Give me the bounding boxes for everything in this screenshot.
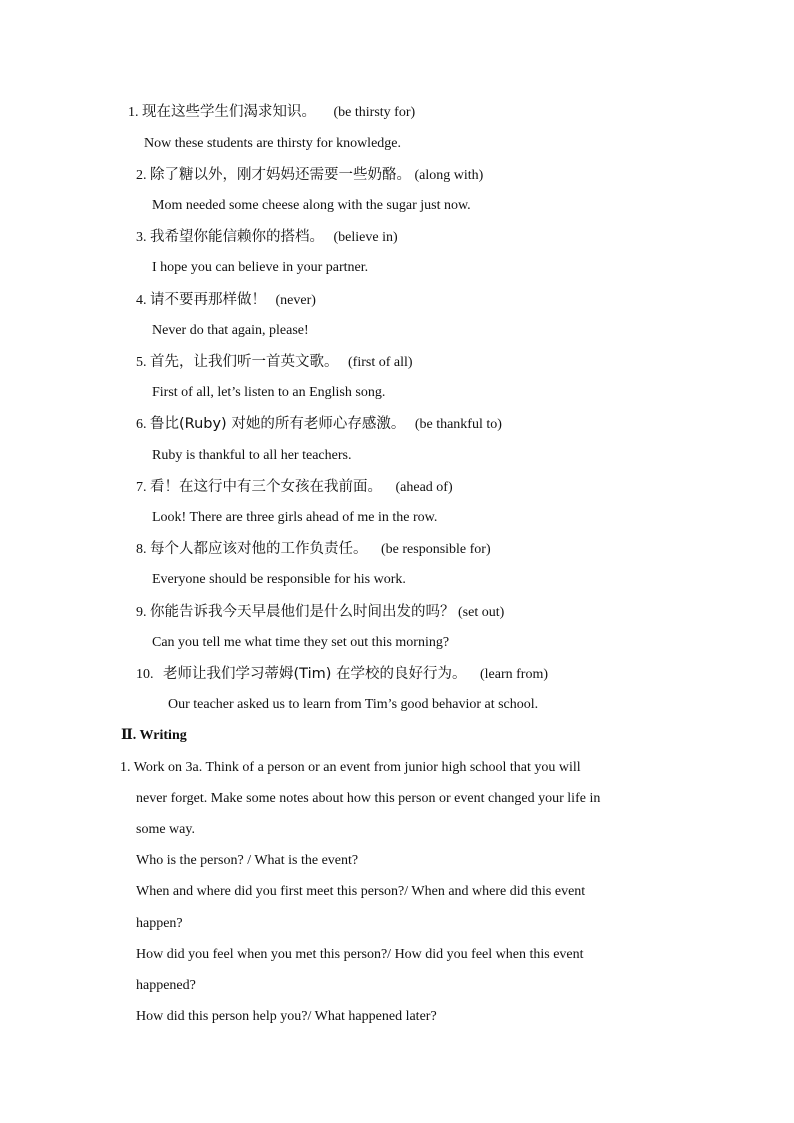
exercise-6-answer: Ruby is thankful to all her teachers. [152,448,352,463]
phrase-hint: (be thankful to) [414,417,502,432]
exercise-9-prompt [136,602,504,623]
phrase-hint: (believe in) [333,230,398,245]
chinese-sentence: 鲁比(Ruby) 对她的所有老师心存感激。 [150,416,406,432]
guiding-question: How did this person help you?/ What happened later? [136,1009,437,1024]
guiding-question: happened? [136,978,196,993]
chinese-sentence: 我希望你能信赖你的搭档。 [150,229,324,245]
phrase-hint: (along with) [414,168,484,183]
phrase-hint: (ahead of) [395,480,453,495]
phrase-hint: (set out) [458,605,505,620]
chinese-sentence: 请不要再那样做！ [150,292,266,308]
phrase-hint: (learn from) [480,667,549,682]
exercise-number: 4. [136,293,147,308]
task-line: 1. Work on 3a. Think of a person or an event from junior high school that you will [120,760,581,775]
exercise-2-prompt [136,165,483,186]
exercise-8-answer: Everyone should be responsible for his work. [152,572,406,587]
exercise-number: 7. [136,480,147,495]
guiding-question: How did you feel when you met this person?/ How did you feel when this event [136,947,584,962]
phrase-hint: (never) [275,293,316,308]
exercise-5-prompt [136,352,413,373]
chinese-sentence: 除了糖以外，刚才妈妈还需要一些奶酪。 [150,167,411,183]
section-heading: Ⅱ. Writing [121,728,187,743]
phrase-hint: (first of all) [348,355,413,370]
exercise-7-answer: Look! There are three girls ahead of me in the row. [152,510,438,525]
exercise-number: 10. [136,667,154,682]
exercise-7-prompt [136,477,453,498]
chinese-sentence: 首先，让我们听一首英文歌。 [150,354,339,370]
chinese-sentence: 老师让我们学习蒂姆(Tim) 在学校的良好行为。 [163,666,467,682]
guiding-question: Who is the person? / What is the event? [136,853,359,868]
exercise-number: 2. [136,168,147,183]
exercise-4-prompt [136,290,316,311]
exercise-9-answer: Can you tell me what time they set out this morning? [152,635,450,650]
phrase-hint: (be thirsty for) [333,105,416,120]
exercise-5-answer: First of all, let’s listen to an English song. [152,385,386,400]
phrase-hint: (be responsible for) [381,542,491,557]
exercise-number: 1. [128,105,139,120]
exercise-number: 8. [136,542,147,557]
exercise-number: 5. [136,355,147,370]
exercise-3-prompt [136,227,398,248]
exercise-4-answer: Never do that again, please! [152,323,309,338]
chinese-sentence: 看！在这行中有三个女孩在我前面。 [150,479,382,495]
exercise-3-answer: I hope you can believe in your partner. [152,260,369,275]
task-line: some way. [136,822,195,837]
exercise-number: 6. [136,417,147,432]
exercise-6-prompt [136,414,502,435]
task-line: never forget. Make some notes about how this person or event changed your life in [136,791,601,806]
chinese-sentence: 你能告诉我今天早晨他们是什么时间出发的吗？ [150,604,455,620]
exercise-10-prompt [136,664,548,685]
chinese-sentence: 现在这些学生们渴求知识。 [142,104,316,120]
exercise-10-answer: Our teacher asked us to learn from Tim’s good behavior at school. [168,697,539,712]
guiding-question: happen? [136,916,183,931]
exercise-number: 3. [136,230,147,245]
guiding-question: When and where did you first meet this person?/ When and where did this event [136,884,586,899]
exercise-1-answer: Now these students are thirsty for knowledge. [144,136,401,151]
exercise-2-answer: Mom needed some cheese along with the sugar just now. [152,198,471,213]
chinese-sentence: 每个人都应该对他的工作负责任。 [150,541,368,557]
exercise-number: 9. [136,605,147,620]
exercise-8-prompt [136,539,491,560]
exercise-1-prompt [128,102,415,123]
